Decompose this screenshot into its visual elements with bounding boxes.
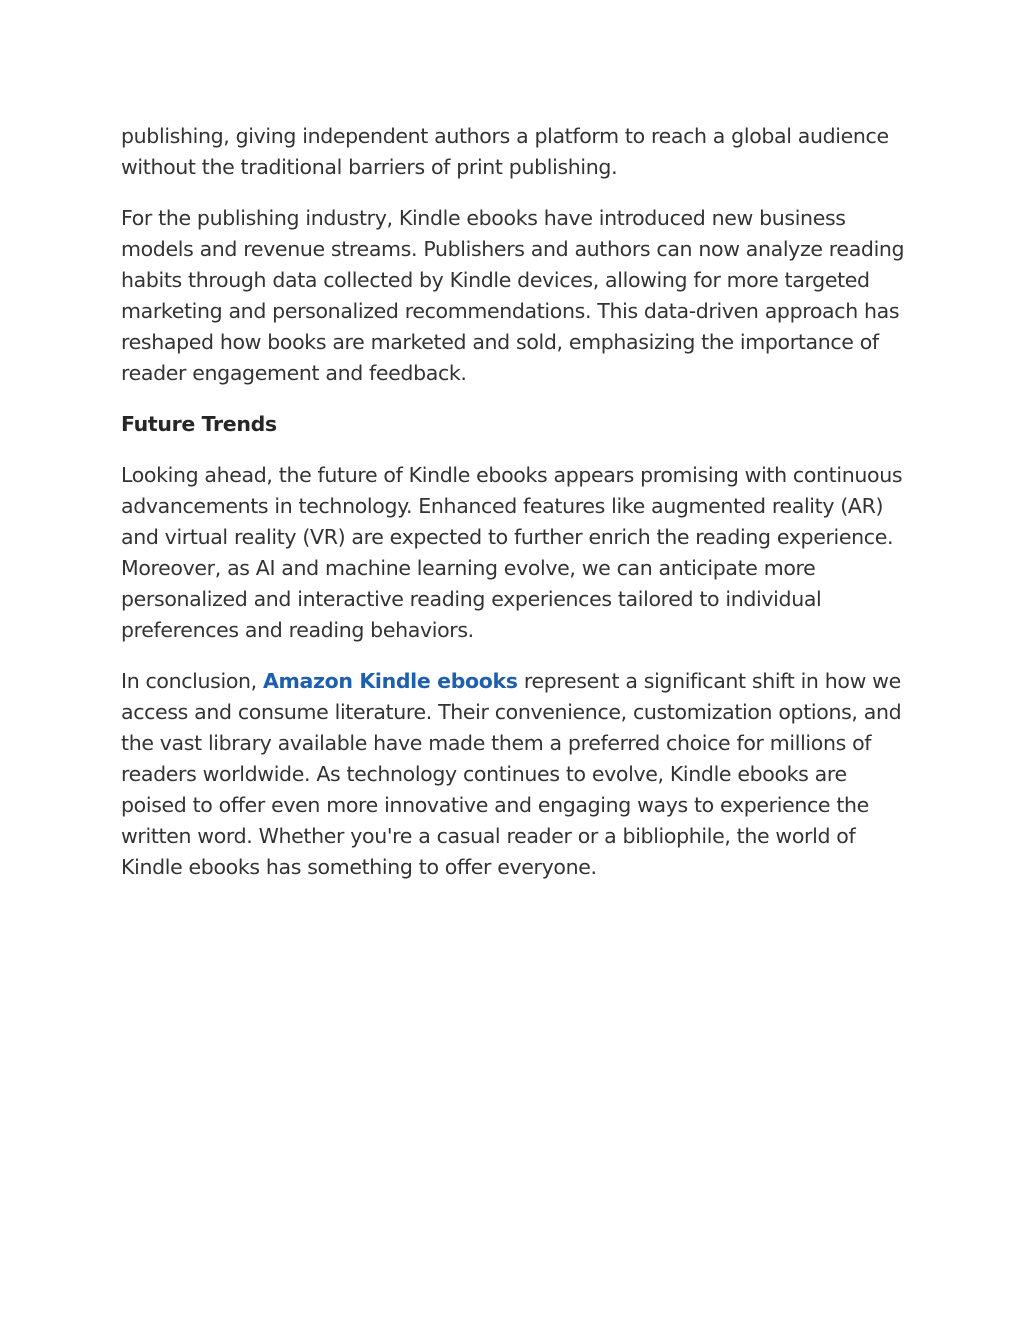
amazon-kindle-ebooks-link[interactable]: Amazon Kindle ebooks [263,669,518,693]
conclusion-prefix-text: In conclusion, [121,669,264,693]
paragraph-future-outlook: Looking ahead, the future of Kindle ebooks appears promising with continuous advancements in technology. Enhanced features like augmented reality (AR) and virtual reality (VR) are expected to further enrich the reading experience. Moreover, as AI and machine learning evolve, we can anticipate more personalized and interactive reading experiences tailored to individual preferences and reading behaviors. [121,463,903,642]
paragraph-industry-impact: For the publishing industry, Kindle ebooks have introduced new business models and revenue streams. Publishers and authors can now analyze reading habits through data collected by Kindle devices, allowing for more targeted marketing and personalized recommendations. This data-driven approach has reshaped how books are marketed and sold, emphasizing the importance of reader engagement and feedback. [121,206,905,385]
section-heading-future-trends: Future Trends [121,412,277,436]
conclusion-body-text: represent a significant shift in how we access and consume literature. Their convenience, customization options, and the vast library available have made them a preferred choice for millions of readers worldwide. As technology continues to evolve, Kindle ebooks are poised to offer even more innovative and engaging ways to experience the written word. Whether you're a casual reader or a bibliophile, the world of Kindle ebooks has something to offer everyone. [121,669,902,879]
paragraph-conclusion [121,666,911,883]
document-page [121,121,911,903]
paragraph-publishing-intro: publishing, giving independent authors a platform to reach a global audience without the traditional barriers of print publishing. [121,124,889,179]
